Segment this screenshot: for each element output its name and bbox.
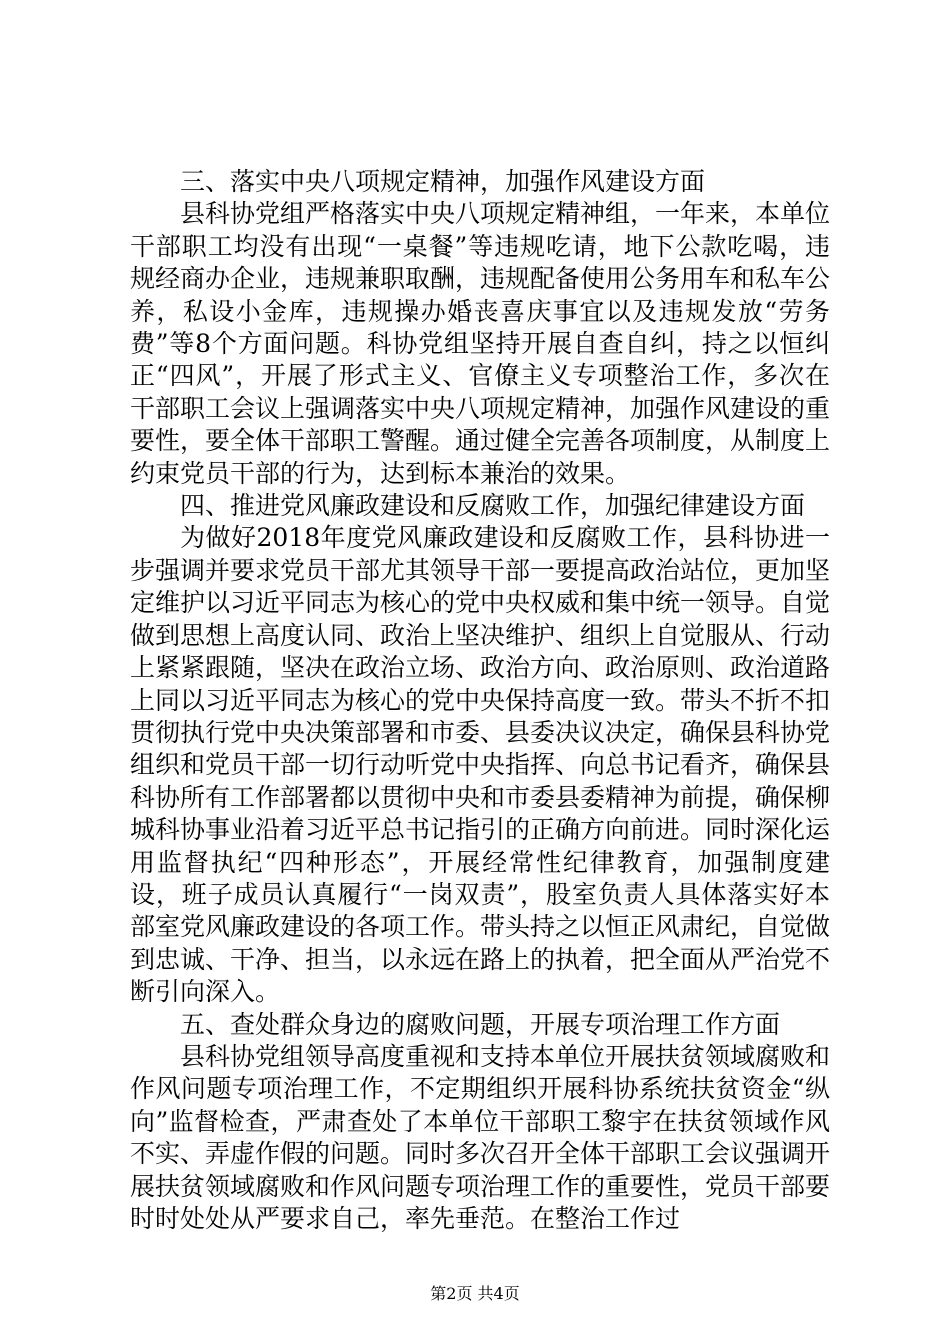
section-heading-5: 五、查处群众身边的腐败问题，开展专项治理工作方面 bbox=[180, 1009, 781, 1039]
section-paragraph: 为做好2018年度党风廉政建设和反腐败工作，县科协进一步强调并要求党员干部尤其领导干部一要提高政治站位，更加坚定维护以习近平同志为核心的党中央权威和集中统一领导。自觉做到思想上高度认同、政治上坚决维护、组织上自觉服从、行动上紧紧跟随，坚决在政治立场、政治方向、政治原则、政治道路上同以习近平同志为核心的党中央保持高度一致。带头不折不扣贯彻执行党中央决策部署和市委、县委决议决定，确保县科协党组织和党员干部一切行动听党中央指挥、向总书记看齐，确保县科协所有工作部署都以贯彻中央和市委县委精神为前提，确保柳城科协事业沿着习近平总书记指引的正确方向前进。同时深化运用监督执纪“四种形态”，开展经常性纪律教育，加强制度建设，班子成员认真履行“一岗双责”，股室负责人具体落实好本部室党风廉政建设的各项工作。带头持之以恒正风肃纪，自觉做到忠诚、干净、担当，以永远在路上的执着，把全面从严治党不断引向深入。 bbox=[130, 523, 831, 1007]
section-paragraph: 县科协党组严格落实中央八项规定精神组，一年来，本单位干部职工均没有出现“一桌餐”等违规吃请，地下公款吃喝，违规经商办企业，违规兼职取酬，违规配备使用公务用车和私车公养，私设小金库，违规操办婚丧喜庆事宜以及违规发放“劳务费”等8个方面问题。科协党组坚持开展自查自纠，持之以恒纠正“四风”，开展了形式主义、官僚主义专项整治工作，多次在干部职工会议上强调落实中央八项规定精神，加强作风建设的重要性，要全体干部职工警醒。通过健全完善各项制度，从制度上约束党员干部的行为，达到标本兼治的效果。 bbox=[130, 199, 831, 488]
section-heading-4: 四、推进党风廉政建设和反腐败工作，加强纪律建设方面 bbox=[180, 491, 806, 521]
document-body bbox=[130, 166, 830, 1235]
section-paragraph: 县科协党组领导高度重视和支持本单位开展扶贫领域腐败和作风问题专项治理工作，不定期组织开展科协系统扶贫资金“纵向”监督检查，严肃查处了本单位干部职工黎宇在扶贫领域作风不实、弄虚作假的问题。同时多次召开全体干部职工会议强调开展扶贫领域腐败和作风问题专项治理工作的重要性，党员干部要时时处处从严要求自己，率先垂范。在整治工作过 bbox=[130, 1041, 831, 1233]
section-heading-3: 三、落实中央八项规定精神，加强作风建设方面 bbox=[180, 167, 706, 196]
page-footer: 第2页 共4页 bbox=[430, 1284, 520, 1303]
